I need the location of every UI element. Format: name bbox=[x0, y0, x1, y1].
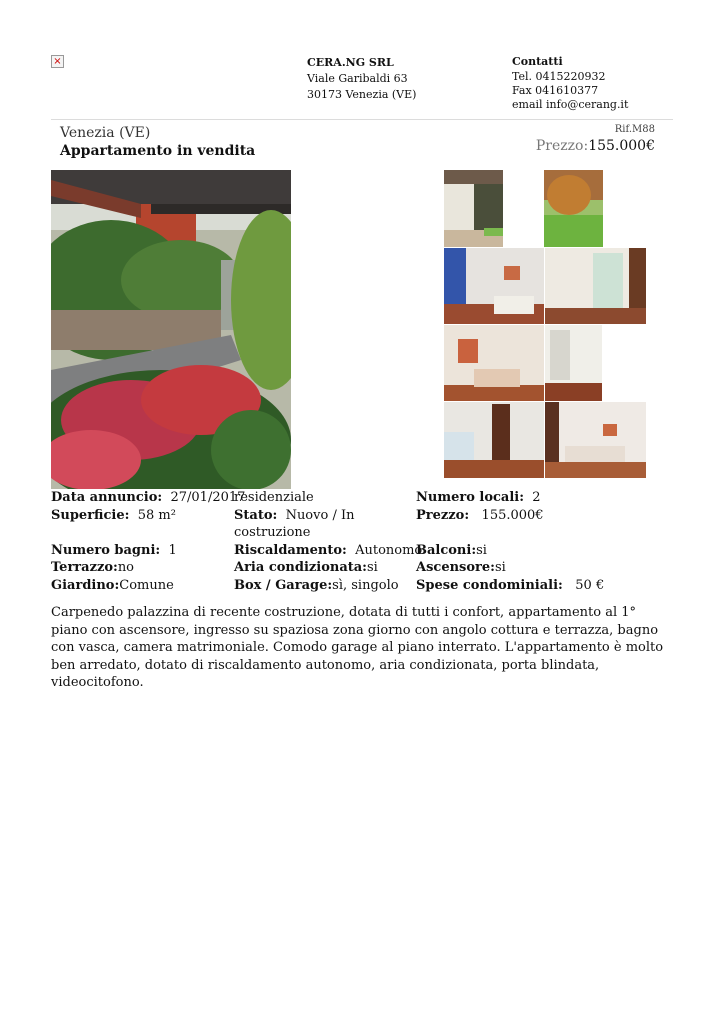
thumb-photo-1[interactable] bbox=[444, 170, 503, 247]
fact-terrazzo bbox=[51, 559, 134, 577]
fact-label: Giardino: bbox=[51, 577, 120, 593]
price-value: 155.000€ bbox=[588, 138, 655, 154]
fact-value: sì, singolo bbox=[332, 577, 399, 593]
main-photo[interactable] bbox=[51, 170, 291, 489]
fact-value: Comune bbox=[119, 577, 174, 593]
company-block bbox=[307, 55, 416, 103]
fact-balconi bbox=[416, 542, 487, 560]
fact-value: 27/01/2017 bbox=[170, 490, 246, 505]
fact-numero-bagni bbox=[51, 542, 177, 560]
fact-label: Riscaldamento: bbox=[234, 542, 347, 558]
thumb-photo-3[interactable] bbox=[444, 248, 544, 324]
contacts-block bbox=[512, 55, 628, 112]
fact-stato bbox=[234, 507, 354, 542]
fact-value: si bbox=[494, 560, 506, 575]
fact-value: 155.000€ bbox=[481, 507, 544, 523]
fact-aria-condizionata bbox=[234, 559, 378, 577]
listing-price bbox=[536, 138, 655, 154]
thumb-photo-2[interactable] bbox=[544, 170, 603, 247]
fact-label: Prezzo: bbox=[416, 507, 470, 523]
thumb-photo-7[interactable] bbox=[444, 402, 544, 478]
fact-label: Spese condominiali: bbox=[416, 577, 563, 593]
listing-description: Carpenedo palazzina di recente costruzione, dotata di tutti i confort, appartamento al 1° piano con ascensore, ingresso su spaziosa zona giorno con angolo cottura e terrazza, bagno con vasca, camera matrimoniale. Comodo garage al piano interrato. L'appartamento è molto ben arredato, dotato di riscaldamento autonomo, aria condizionata, porta blindata, videocitofono. bbox=[51, 605, 664, 690]
fact-data-annuncio bbox=[51, 489, 245, 507]
company-address: Viale Garibaldi 63 bbox=[307, 72, 408, 85]
thumb-image-1 bbox=[444, 170, 503, 247]
main-photo-image bbox=[51, 170, 291, 489]
fact-value: Nuovo / In bbox=[285, 507, 355, 523]
fact-label: Numero locali: bbox=[416, 490, 525, 505]
fact-label: Aria condizionata: bbox=[234, 560, 367, 575]
fact-value: 1 bbox=[168, 542, 177, 558]
company-name: CERA.NG SRL bbox=[307, 56, 394, 69]
thumb-photo-5[interactable] bbox=[444, 325, 544, 401]
header-divider bbox=[51, 119, 673, 120]
thumb-image-2 bbox=[544, 170, 603, 247]
fact-label: Numero bagni: bbox=[51, 542, 161, 558]
fact-tipologia: residenziale bbox=[234, 490, 314, 505]
thumb-photo-6[interactable] bbox=[545, 325, 602, 401]
thumb-image-5 bbox=[444, 325, 544, 401]
thumb-photo-4[interactable] bbox=[545, 248, 646, 324]
thumb-image-3 bbox=[444, 248, 544, 324]
listing-title: Appartamento in vendita bbox=[60, 143, 256, 159]
contact-email[interactable]: email info@cerang.it bbox=[512, 98, 629, 111]
fact-superficie bbox=[51, 507, 176, 525]
fact-label: Ascensore: bbox=[416, 560, 495, 575]
listing-ref: Rif.M88 bbox=[614, 124, 655, 135]
broken-logo-icon: × bbox=[51, 55, 64, 68]
price-label: Prezzo: bbox=[535, 138, 589, 154]
listing-city: Venezia (VE) bbox=[60, 125, 151, 141]
fact-prezzo bbox=[416, 507, 544, 525]
fact-value: 50 € bbox=[575, 577, 605, 593]
fact-value: no bbox=[117, 560, 135, 575]
thumb-image-4 bbox=[545, 248, 646, 324]
fact-value: si bbox=[476, 542, 487, 558]
fact-label: Box / Garage: bbox=[234, 577, 333, 593]
fact-value: 58 m² bbox=[137, 507, 176, 523]
thumb-image-8 bbox=[545, 402, 646, 478]
fact-riscaldamento bbox=[234, 542, 422, 560]
fact-spese-condominiali bbox=[416, 577, 604, 595]
fact-value-continued: costruzione bbox=[234, 525, 311, 540]
fact-giardino bbox=[51, 577, 174, 595]
company-city: 30173 Venezia (VE) bbox=[307, 88, 417, 101]
thumb-photo-8[interactable] bbox=[545, 402, 646, 478]
contact-tel: Tel. 0415220932 bbox=[512, 70, 606, 83]
fact-label: Superficie: bbox=[51, 507, 130, 523]
fact-value: si bbox=[366, 560, 378, 575]
fact-numero-locali bbox=[416, 489, 541, 507]
fact-box-garage bbox=[234, 577, 399, 595]
contacts-title: Contatti bbox=[512, 55, 563, 68]
fact-value: Autonomo bbox=[355, 542, 423, 558]
contact-fax: Fax 041610377 bbox=[512, 84, 599, 97]
thumb-image-6 bbox=[545, 325, 602, 401]
fact-label: Data annuncio: bbox=[51, 490, 163, 505]
fact-label: Stato: bbox=[234, 507, 278, 523]
thumb-image-7 bbox=[444, 402, 544, 478]
fact-ascensore bbox=[416, 559, 506, 577]
fact-label: Terrazzo: bbox=[51, 560, 118, 575]
fact-label: Balconi: bbox=[416, 542, 477, 558]
fact-value: 2 bbox=[532, 490, 541, 505]
